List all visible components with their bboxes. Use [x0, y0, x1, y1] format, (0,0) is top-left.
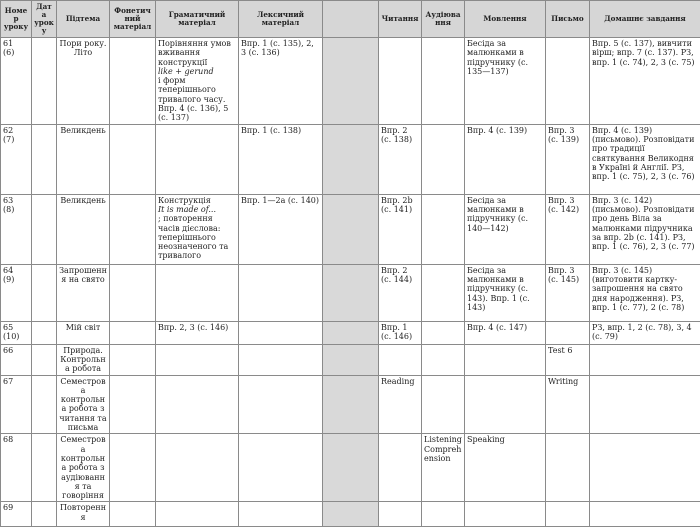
header-phonetic: Фонетичний матеріал	[110, 1, 156, 38]
page-gutter	[323, 375, 379, 434]
subtopic-cell: Пори року. Літо	[57, 38, 110, 125]
page-gutter	[323, 38, 379, 125]
lexical-cell	[239, 264, 323, 321]
subtopic-cell: Повторення	[57, 502, 110, 527]
lesson-number: 67	[1, 375, 32, 434]
lesson-number: 66	[1, 344, 32, 375]
listening-cell	[422, 375, 465, 434]
lexical-cell	[239, 375, 323, 434]
lesson-number: 61 (6)	[1, 38, 32, 125]
listening-cell: Listening Comprehension	[422, 434, 465, 502]
writing-cell: Впр. 3 (с. 145)	[546, 264, 590, 321]
lexical-cell: Впр. 1 (с. 138)	[239, 124, 323, 194]
table-row	[1, 375, 700, 434]
lesson-number: 63 (8)	[1, 194, 32, 264]
writing-cell: Впр. 3 (с. 139)	[546, 124, 590, 194]
lexical-cell: Впр. 1 (с. 135), 2, 3 (с. 136)	[239, 38, 323, 125]
lesson-date	[32, 375, 57, 434]
header-lesson-no: Номер уроку	[1, 1, 32, 38]
homework-cell: РЗ, впр. 1, 2 (с. 78), 3, 4 (с. 79)	[590, 321, 700, 344]
homework-cell	[590, 502, 700, 527]
page-gutter	[323, 321, 379, 344]
homework-cell: Впр. 3 (с. 142) (письмово). Розповідати про день Віла за малюнками підручника за впр. 2b (с. 141). РЗ, впр. 1 (с. 76), 2, 3 (с. 77)	[590, 194, 700, 264]
header-subtopic: Підтема	[57, 1, 110, 38]
reading-cell: Впр. 2b (с. 141)	[379, 194, 422, 264]
speaking-cell: Бесіда за малюнками в підручнику (с. 140—142)	[465, 194, 546, 264]
homework-cell	[590, 375, 700, 434]
subtopic-cell: Семестрова контрольна робота з читання та письма	[57, 375, 110, 434]
lexical-cell	[239, 344, 323, 375]
writing-cell	[546, 434, 590, 502]
grammar-cell	[156, 264, 239, 321]
grammar-example: like + gerund	[158, 67, 236, 76]
grammar-text-1: Порівняння умов вживання конструкції	[158, 39, 231, 67]
grammar-cell	[156, 502, 239, 527]
subtopic-cell: Запрошення на свято	[57, 264, 110, 321]
page-gutter	[323, 434, 379, 502]
lesson-date	[32, 194, 57, 264]
page-gutter	[323, 264, 379, 321]
subtopic-cell: Великдень	[57, 124, 110, 194]
homework-cell: Впр. 4 (с. 139) (письмово). Розповідати про традиції святкування Великодня в Україні й Англії. РЗ, впр. 1 (с. 75), 2, 3 (с. 76)	[590, 124, 700, 194]
table-row	[1, 321, 700, 344]
speaking-cell	[465, 344, 546, 375]
reading-cell: Впр. 1 (с. 146)	[379, 321, 422, 344]
lesson-number: 68	[1, 434, 32, 502]
reading-cell: Reading	[379, 375, 422, 434]
phonetic-cell	[110, 194, 156, 264]
page-gutter	[323, 1, 379, 38]
grammar-text-1: Конструкція	[158, 196, 211, 205]
speaking-cell	[465, 375, 546, 434]
lesson-date	[32, 502, 57, 527]
reading-cell	[379, 434, 422, 502]
table-row	[1, 38, 700, 125]
grammar-cell	[156, 124, 239, 194]
grammar-cell	[156, 194, 239, 264]
speaking-cell: Бесіда за малюнками в підручнику (с. 135—137)	[465, 38, 546, 125]
writing-cell: Впр. 3 (с. 142)	[546, 194, 590, 264]
header-grammar: Граматичний матеріал	[156, 1, 239, 38]
writing-cell	[546, 38, 590, 125]
table-row	[1, 264, 700, 321]
homework-cell: Впр. 5 (с. 137), вивчити вірш; впр. 7 (с. 137). РЗ, впр. 1 (с. 74), 2, 3 (с. 75)	[590, 38, 700, 125]
page-gutter	[323, 194, 379, 264]
subtopic-cell: Великдень	[57, 194, 110, 264]
header-writing: Письмо	[546, 1, 590, 38]
lexical-cell: Впр. 1—2а (с. 140)	[239, 194, 323, 264]
listening-cell	[422, 124, 465, 194]
lesson-number: 62 (7)	[1, 124, 32, 194]
writing-cell	[546, 321, 590, 344]
speaking-cell: Впр. 4 (с. 139)	[465, 124, 546, 194]
writing-cell: Writing	[546, 375, 590, 434]
grammar-cell	[156, 321, 239, 344]
listening-cell	[422, 194, 465, 264]
table-row	[1, 194, 700, 264]
lesson-date	[32, 434, 57, 502]
subtopic-cell: Природа. Контрольна робота	[57, 344, 110, 375]
grammar-cell	[156, 344, 239, 375]
phonetic-cell	[110, 124, 156, 194]
grammar-cell	[156, 375, 239, 434]
lexical-cell	[239, 502, 323, 527]
grammar-text-1: Впр. 2, 3 (с. 146)	[158, 323, 228, 332]
page-gutter	[323, 124, 379, 194]
reading-cell	[379, 502, 422, 527]
grammar-example: It is made of...	[158, 205, 236, 214]
subtopic-cell: Мій світ	[57, 321, 110, 344]
speaking-cell: Впр. 4 (с. 147)	[465, 321, 546, 344]
phonetic-cell	[110, 38, 156, 125]
table-row	[1, 344, 700, 375]
lesson-date	[32, 124, 57, 194]
header-date: Дата уроку	[32, 1, 57, 38]
table-row	[1, 502, 700, 527]
phonetic-cell	[110, 321, 156, 344]
writing-cell: Test 6	[546, 344, 590, 375]
header-row	[1, 1, 700, 38]
lesson-date	[32, 264, 57, 321]
grammar-cell	[156, 434, 239, 502]
table-row	[1, 124, 700, 194]
listening-cell	[422, 38, 465, 125]
table-row	[1, 434, 700, 502]
lesson-number: 69	[1, 502, 32, 527]
reading-cell	[379, 344, 422, 375]
listening-cell	[422, 502, 465, 527]
lesson-date	[32, 321, 57, 344]
page-gutter	[323, 502, 379, 527]
grammar-cell	[156, 38, 239, 125]
writing-cell	[546, 502, 590, 527]
speaking-cell	[465, 502, 546, 527]
listening-cell	[422, 264, 465, 321]
header-lexical: Лексичний матеріал	[239, 1, 323, 38]
grammar-text-2: і форм теперішнього тривалого часу. Впр. 4 (с. 136), 5 (с. 137)	[158, 76, 228, 122]
speaking-cell: Speaking	[465, 434, 546, 502]
phonetic-cell	[110, 264, 156, 321]
phonetic-cell	[110, 375, 156, 434]
header-reading: Читання	[379, 1, 422, 38]
listening-cell	[422, 344, 465, 375]
lesson-date	[32, 344, 57, 375]
header-speaking: Мовлення	[465, 1, 546, 38]
phonetic-cell	[110, 434, 156, 502]
phonetic-cell	[110, 502, 156, 527]
lesson-date	[32, 38, 57, 125]
lesson-number: 65 (10)	[1, 321, 32, 344]
header-homework: Домашнє завдання	[590, 1, 700, 38]
header-listening: Аудіювання	[422, 1, 465, 38]
lesson-number: 64 (9)	[1, 264, 32, 321]
page-gutter	[323, 344, 379, 375]
homework-cell: Впр. 3 (с. 145) (виготовити картку-запрошення на свято дня народження). РЗ, впр. 1 (с. 77), 2 (с. 78)	[590, 264, 700, 321]
grammar-text-2: ; повторення часів дієслова: теперішнього неозначеного та тривалого	[158, 214, 228, 260]
phonetic-cell	[110, 344, 156, 375]
reading-cell: Впр. 2 (с. 138)	[379, 124, 422, 194]
homework-cell	[590, 344, 700, 375]
subtopic-cell: Семестрова контрольна робота з аудіювання та говоріння	[57, 434, 110, 502]
homework-cell	[590, 434, 700, 502]
reading-cell: Впр. 2 (с. 144)	[379, 264, 422, 321]
reading-cell	[379, 38, 422, 125]
lexical-cell	[239, 321, 323, 344]
listening-cell	[422, 321, 465, 344]
lexical-cell	[239, 434, 323, 502]
speaking-cell: Бесіда за малюнками в підручнику (с. 143). Впр. 1 (с. 143)	[465, 264, 546, 321]
